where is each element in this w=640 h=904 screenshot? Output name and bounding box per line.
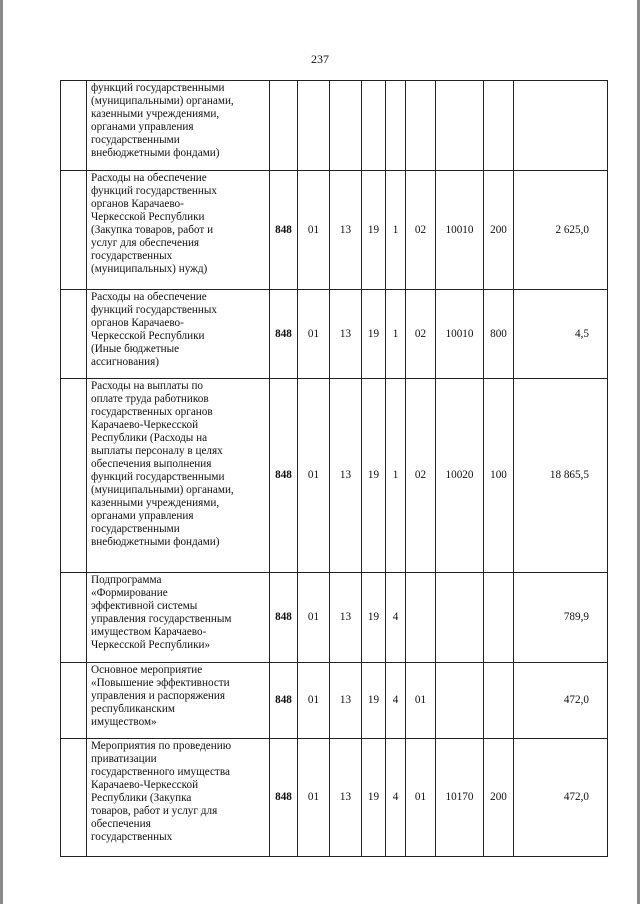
subprogram-cell	[386, 81, 406, 171]
ministry-code-cell: 848	[270, 171, 298, 290]
amount-cell: 18 865,5	[514, 379, 608, 573]
description-cell: Расходы на обеспечение функций государственных органов Карачаево- Черкесской Республики (Закупка товаров, работ и услуг для обеспечения государственных (муниципальных) нужд)	[87, 171, 270, 290]
expense-type-cell: 100	[484, 379, 514, 573]
table-row	[61, 171, 608, 290]
row-index-cell	[61, 290, 87, 379]
amount-cell: 789,9	[514, 573, 608, 663]
ministry-code-cell: 848	[270, 379, 298, 573]
ministry-code-cell: 848	[270, 739, 298, 857]
program-cell: 19	[362, 573, 386, 663]
subprogram-cell: 1	[386, 379, 406, 573]
subsection-cell	[330, 81, 362, 171]
activity-cell	[406, 573, 436, 663]
description-cell: функций государственными (муниципальными) органами, казенными учреждениями, органами управления государственными внебюджетными фондами)	[87, 81, 270, 171]
expense-type-cell: 800	[484, 290, 514, 379]
direction-cell	[436, 663, 484, 739]
section-cell	[298, 81, 330, 171]
direction-cell: 10010	[436, 290, 484, 379]
direction-cell	[436, 573, 484, 663]
program-cell: 19	[362, 171, 386, 290]
description-cell: Подпрограмма «Формирование эффективной системы управления государственным имуществом Карачаево- Черкесской Республики»	[87, 573, 270, 663]
program-cell	[362, 81, 386, 171]
section-cell: 01	[298, 290, 330, 379]
activity-cell	[406, 81, 436, 171]
program-cell: 19	[362, 379, 386, 573]
description-cell: Расходы на выплаты по оплате труда работников государственных органов Карачаево-Черкесской Республики (Расходы на выплаты персоналу в целях обеспечения выполнения функций государственными (муниципальными) органами, казенными учреждениями, органами управления государственными внебюджетными фондами)	[87, 379, 270, 573]
budget-table	[60, 80, 608, 857]
direction-cell: 10170	[436, 739, 484, 857]
section-cell: 01	[298, 663, 330, 739]
row-index-cell	[61, 379, 87, 573]
table-row	[61, 573, 608, 663]
expense-type-cell	[484, 81, 514, 171]
section-cell: 01	[298, 379, 330, 573]
subsection-cell: 13	[330, 290, 362, 379]
row-index-cell	[61, 663, 87, 739]
ministry-code-cell: 848	[270, 663, 298, 739]
direction-cell	[436, 81, 484, 171]
expense-type-cell	[484, 663, 514, 739]
ministry-code-cell: 848	[270, 290, 298, 379]
scan-edge-left	[0, 0, 3, 904]
subprogram-cell: 4	[386, 739, 406, 857]
amount-cell	[514, 81, 608, 171]
subprogram-cell: 1	[386, 290, 406, 379]
section-cell: 01	[298, 171, 330, 290]
table-row	[61, 663, 608, 739]
description-cell: Мероприятия по проведению приватизации государственного имущества Карачаево-Черкесской Республики (Закупка товаров, работ и услуг для обеспечения государственных	[87, 739, 270, 857]
ministry-code-cell	[270, 81, 298, 171]
subsection-cell: 13	[330, 573, 362, 663]
activity-cell: 02	[406, 171, 436, 290]
expense-type-cell: 200	[484, 739, 514, 857]
amount-cell: 2 625,0	[514, 171, 608, 290]
row-index-cell	[61, 171, 87, 290]
amount-cell: 472,0	[514, 739, 608, 857]
activity-cell: 01	[406, 663, 436, 739]
subsection-cell: 13	[330, 171, 362, 290]
amount-cell: 472,0	[514, 663, 608, 739]
amount-cell: 4,5	[514, 290, 608, 379]
description-cell: Основное мероприятие «Повышение эффективности управления и распоряжения республиканским имуществом»	[87, 663, 270, 739]
subsection-cell: 13	[330, 379, 362, 573]
table-row	[61, 739, 608, 857]
subprogram-cell: 4	[386, 573, 406, 663]
subprogram-cell: 4	[386, 663, 406, 739]
expense-type-cell: 200	[484, 171, 514, 290]
row-index-cell	[61, 81, 87, 171]
row-index-cell	[61, 573, 87, 663]
activity-cell: 01	[406, 739, 436, 857]
subprogram-cell: 1	[386, 171, 406, 290]
direction-cell: 10010	[436, 171, 484, 290]
table-row	[61, 81, 608, 171]
subsection-cell: 13	[330, 739, 362, 857]
section-cell: 01	[298, 573, 330, 663]
activity-cell: 02	[406, 290, 436, 379]
table-row	[61, 379, 608, 573]
ministry-code-cell: 848	[270, 573, 298, 663]
row-index-cell	[61, 739, 87, 857]
expense-type-cell	[484, 573, 514, 663]
section-cell: 01	[298, 739, 330, 857]
program-cell: 19	[362, 663, 386, 739]
subsection-cell: 13	[330, 663, 362, 739]
direction-cell: 10020	[436, 379, 484, 573]
table-row	[61, 290, 608, 379]
description-cell: Расходы на обеспечение функций государственных органов Карачаево- Черкесской Республики (Иные бюджетные ассигнования)	[87, 290, 270, 379]
page-number: 237	[311, 52, 329, 66]
program-cell: 19	[362, 290, 386, 379]
activity-cell: 02	[406, 379, 436, 573]
program-cell: 19	[362, 739, 386, 857]
